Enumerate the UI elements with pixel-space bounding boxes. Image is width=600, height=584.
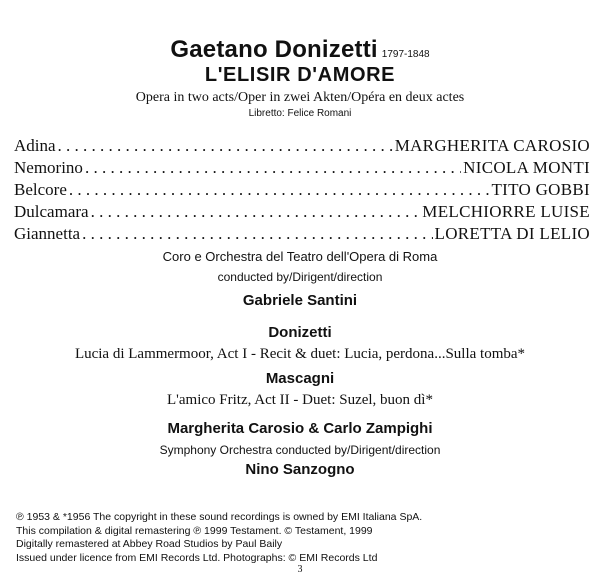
cast-row xyxy=(14,202,590,224)
cast-role: Belcore xyxy=(14,180,67,199)
bonus-work: Lucia di Lammermoor, Act I - Recit & duet: Lucia, perdona...Sulla tomba* xyxy=(74,346,526,362)
chorus-orchestra: Coro e Orchestra del Teatro dell'Opera di Roma xyxy=(162,249,438,264)
credit-line: ℗ 1953 & *1956 The copyright in these sound recordings is owned by EMI Italiana SpA. xyxy=(16,511,423,523)
cast-role: Giannetta xyxy=(14,224,81,243)
cast-row xyxy=(14,180,590,202)
conductor-name: Gabriele Santini xyxy=(242,292,358,309)
dot-leader xyxy=(85,158,461,178)
page-number: 3 xyxy=(297,564,303,575)
cast-singer: MELCHIORRE LUISE xyxy=(422,202,590,221)
composer-heading xyxy=(0,36,600,64)
opera-subtitle: Opera in two acts/Oper in zwei Akten/Opéra en deux actes xyxy=(135,90,465,105)
bonus-performers: Margherita Carosio & Carlo Zampighi xyxy=(167,420,433,437)
cast-role: Adina xyxy=(14,136,56,155)
cast-row xyxy=(14,136,590,158)
copyright-credits xyxy=(16,511,422,565)
credit-line: Issued under licence from EMI Records Ltd. Photographs: © EMI Records Ltd xyxy=(16,551,378,564)
bonus-orchestra: Symphony Orchestra conducted by/Dirigent/direction xyxy=(159,443,441,457)
credit-line: This compilation & digital remastering ℗ 1999 Testament. © Testament, 1999 xyxy=(16,524,373,537)
cast-row xyxy=(14,224,590,246)
bonus-composer: Mascagni xyxy=(265,370,335,387)
cast-row xyxy=(14,158,590,180)
cast-role: Nemorino xyxy=(14,158,83,177)
credit-line: Digitally remastered at Abbey Road Studios by Paul Baily xyxy=(16,538,283,550)
cast-list xyxy=(14,136,590,246)
bonus-work: L'amico Fritz, Act II - Duet: Suzel, buon dì* xyxy=(167,392,433,408)
cast-singer: MARGHERITA CAROSIO xyxy=(394,136,590,155)
cast-role: Dulcamara xyxy=(14,202,89,221)
conducted-by-label: conducted by/Dirigent/direction xyxy=(217,270,383,284)
dot-leader xyxy=(58,136,393,156)
dot-leader xyxy=(82,224,432,244)
dot-leader xyxy=(91,202,421,222)
composer-dates: 1797-1848 xyxy=(381,49,430,60)
libretto-credit: Libretto: Felice Romani xyxy=(248,108,352,119)
bonus-conductor: Nino Sanzogno xyxy=(245,461,355,478)
cast-singer: NICOLA MONTI xyxy=(463,158,590,177)
composer-name: Gaetano Donizetti xyxy=(170,36,378,63)
dot-leader xyxy=(69,180,490,200)
bonus-composer: Donizetti xyxy=(268,324,332,341)
cast-singer: TITO GOBBI xyxy=(491,180,590,199)
opera-title: L'ELISIR D'AMORE xyxy=(204,64,396,86)
cast-singer: LORETTA DI LELIO xyxy=(434,224,590,243)
